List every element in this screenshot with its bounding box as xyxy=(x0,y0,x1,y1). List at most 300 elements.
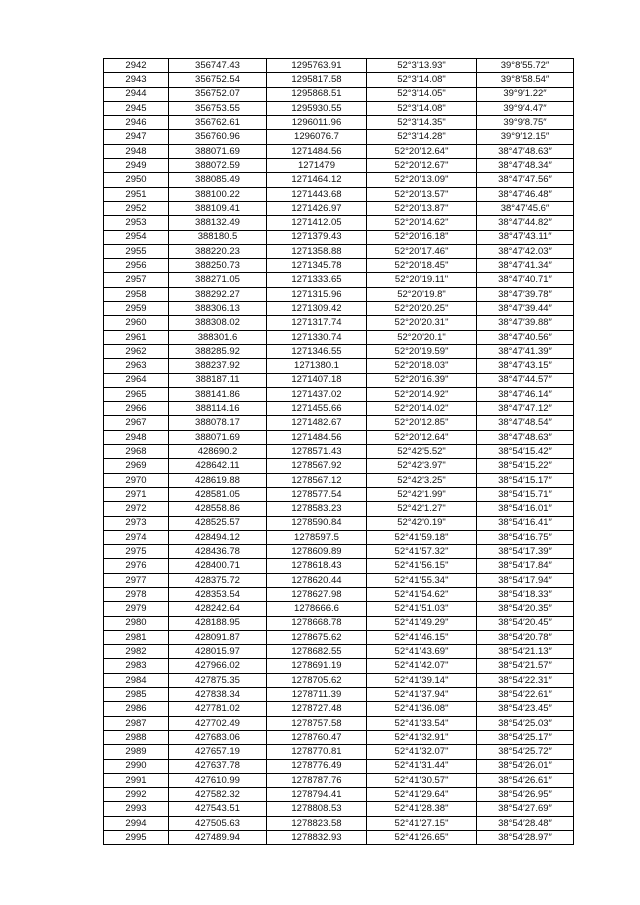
table-cell: 38°54′26.01″ xyxy=(477,759,574,773)
table-cell: 52°20'19.11" xyxy=(367,273,477,287)
table-cell: 388100.22 xyxy=(169,187,267,201)
table-cell: 52°41'29.64" xyxy=(367,788,477,802)
table-cell: 52°3'13.93" xyxy=(367,59,477,73)
table-cell: 38°54′27.69″ xyxy=(477,802,574,816)
coordinates-table-body xyxy=(104,59,574,845)
table-cell: 1271346.55 xyxy=(267,344,367,358)
table-cell: 1278627.98 xyxy=(267,587,367,601)
table-row xyxy=(104,688,574,702)
table-cell: 2967 xyxy=(104,416,169,430)
table-cell: 52°41'39.14" xyxy=(367,673,477,687)
table-cell: 1271484.56 xyxy=(267,144,367,158)
table-cell: 2955 xyxy=(104,244,169,258)
table-cell: 52°42'1.27" xyxy=(367,502,477,516)
table-row xyxy=(104,144,574,158)
table-row xyxy=(104,702,574,716)
table-cell: 2988 xyxy=(104,730,169,744)
table-cell: 2995 xyxy=(104,831,169,845)
table-cell: 39°9′8.75″ xyxy=(477,116,574,130)
table-cell: 2951 xyxy=(104,187,169,201)
table-cell: 2964 xyxy=(104,373,169,387)
table-cell: 39°9′12.15″ xyxy=(477,130,574,144)
table-cell: 427702.49 xyxy=(169,716,267,730)
table-row xyxy=(104,330,574,344)
table-cell: 1271358.88 xyxy=(267,244,367,258)
table-cell: 38°47′47.12″ xyxy=(477,402,574,416)
table-cell: 427543.51 xyxy=(169,802,267,816)
table-cell: 388285.92 xyxy=(169,344,267,358)
table-cell: 38°54′21.13″ xyxy=(477,645,574,659)
table-cell: 1278794.41 xyxy=(267,788,367,802)
table-cell: 356753.55 xyxy=(169,101,267,115)
table-cell: 2959 xyxy=(104,302,169,316)
table-cell: 38°47′48.54″ xyxy=(477,416,574,430)
table-cell: 38°47′44.57″ xyxy=(477,373,574,387)
table-cell: 1278583.23 xyxy=(267,502,367,516)
table-cell: 52°41'33.54" xyxy=(367,716,477,730)
table-cell: 52°41'32.07" xyxy=(367,745,477,759)
table-cell: 38°54′15.17″ xyxy=(477,473,574,487)
table-cell: 52°41'32.91" xyxy=(367,730,477,744)
table-cell: 388187.11 xyxy=(169,373,267,387)
table-cell: 1271379.43 xyxy=(267,230,367,244)
table-cell: 52°20'14.62" xyxy=(367,216,477,230)
table-cell: 38°47′48.63″ xyxy=(477,144,574,158)
table-cell: 39°9′4.47″ xyxy=(477,101,574,115)
table-cell: 52°20'19.8" xyxy=(367,287,477,301)
table-row xyxy=(104,545,574,559)
table-cell: 52°41'31.44" xyxy=(367,759,477,773)
table-cell: 356752.54 xyxy=(169,73,267,87)
table-cell: 427637.78 xyxy=(169,759,267,773)
table-cell: 38°54′25.03″ xyxy=(477,716,574,730)
table-row xyxy=(104,244,574,258)
table-cell: 356747.43 xyxy=(169,59,267,73)
table-cell: 52°41'54.62" xyxy=(367,587,477,601)
table-cell: 388072.59 xyxy=(169,159,267,173)
table-cell: 388180.5 xyxy=(169,230,267,244)
table-cell: 38°54′17.94″ xyxy=(477,573,574,587)
table-cell: 52°20'16.39" xyxy=(367,373,477,387)
table-cell: 1278727.48 xyxy=(267,702,367,716)
table-cell: 2994 xyxy=(104,816,169,830)
table-cell: 38°54′26.95″ xyxy=(477,788,574,802)
table-cell: 1278832.93 xyxy=(267,831,367,845)
table-cell: 2985 xyxy=(104,688,169,702)
table-cell: 1271455.66 xyxy=(267,402,367,416)
table-cell: 52°3'14.35" xyxy=(367,116,477,130)
table-cell: 388071.69 xyxy=(169,144,267,158)
table-cell: 2979 xyxy=(104,602,169,616)
table-cell: 38°54′16.01″ xyxy=(477,502,574,516)
table-cell: 388141.86 xyxy=(169,387,267,401)
table-row xyxy=(104,359,574,373)
table-cell: 38°47′39.78″ xyxy=(477,287,574,301)
table-row xyxy=(104,73,574,87)
table-cell: 388109.41 xyxy=(169,201,267,215)
table-cell: 38°54′28.48″ xyxy=(477,816,574,830)
table-cell: 1278666.6 xyxy=(267,602,367,616)
table-cell: 52°41'43.69" xyxy=(367,645,477,659)
table-row xyxy=(104,373,574,387)
table-row xyxy=(104,201,574,215)
coordinates-table xyxy=(103,58,574,845)
table-cell: 38°54′21.57″ xyxy=(477,659,574,673)
table-cell: 52°20'17.46" xyxy=(367,244,477,258)
table-cell: 428436.78 xyxy=(169,545,267,559)
table-cell: 1296076.7 xyxy=(267,130,367,144)
table-cell: 388132.49 xyxy=(169,216,267,230)
table-cell: 1295763.91 xyxy=(267,59,367,73)
table-cell: 2958 xyxy=(104,287,169,301)
table-row xyxy=(104,187,574,201)
table-cell: 1271407.18 xyxy=(267,373,367,387)
table-cell: 2966 xyxy=(104,402,169,416)
table-cell: 427683.06 xyxy=(169,730,267,744)
table-cell: 1278760.47 xyxy=(267,730,367,744)
table-cell: 1278682.55 xyxy=(267,645,367,659)
table-cell: 52°42'1.99" xyxy=(367,487,477,501)
table-cell: 1278675.62 xyxy=(267,630,367,644)
table-cell: 1278823.58 xyxy=(267,816,367,830)
table-cell: 428400.71 xyxy=(169,559,267,573)
table-cell: 428494.12 xyxy=(169,530,267,544)
table-cell: 52°3'14.05" xyxy=(367,87,477,101)
table-cell: 38°47′43.15″ xyxy=(477,359,574,373)
table-row xyxy=(104,516,574,530)
table-cell: 1271479 xyxy=(267,159,367,173)
table-cell: 427875.35 xyxy=(169,673,267,687)
table-row xyxy=(104,831,574,845)
table-row xyxy=(104,645,574,659)
table-row xyxy=(104,402,574,416)
table-cell: 2946 xyxy=(104,116,169,130)
table-row xyxy=(104,730,574,744)
table-cell: 427582.32 xyxy=(169,788,267,802)
table-cell: 38°54′18.33″ xyxy=(477,587,574,601)
table-cell: 2989 xyxy=(104,745,169,759)
table-cell: 38°54′17.84″ xyxy=(477,559,574,573)
table-cell: 38°47′48.63″ xyxy=(477,430,574,444)
table-cell: 388250.73 xyxy=(169,259,267,273)
table-cell: 2977 xyxy=(104,573,169,587)
table-row xyxy=(104,430,574,444)
table-cell: 2971 xyxy=(104,487,169,501)
table-cell: 428353.54 xyxy=(169,587,267,601)
table-cell: 2991 xyxy=(104,773,169,787)
table-cell: 2982 xyxy=(104,645,169,659)
table-cell: 52°41'27.15" xyxy=(367,816,477,830)
table-cell: 38°54′25.72″ xyxy=(477,745,574,759)
table-row xyxy=(104,673,574,687)
table-cell: 2976 xyxy=(104,559,169,573)
table-cell: 2992 xyxy=(104,788,169,802)
table-cell: 427966.02 xyxy=(169,659,267,673)
table-cell: 38°54′25.17″ xyxy=(477,730,574,744)
table-row xyxy=(104,473,574,487)
table-cell: 52°41'36.08" xyxy=(367,702,477,716)
table-cell: 38°47′43.11″ xyxy=(477,230,574,244)
table-cell: 2978 xyxy=(104,587,169,601)
table-cell: 2957 xyxy=(104,273,169,287)
table-row xyxy=(104,116,574,130)
table-cell: 2984 xyxy=(104,673,169,687)
table-cell: 52°3'14.28" xyxy=(367,130,477,144)
table-cell: 2952 xyxy=(104,201,169,215)
document-page xyxy=(103,58,574,845)
table-row xyxy=(104,630,574,644)
table-cell: 52°20'20.25" xyxy=(367,302,477,316)
table-cell: 38°54′15.71″ xyxy=(477,487,574,501)
table-row xyxy=(104,273,574,287)
table-cell: 52°20'18.45" xyxy=(367,259,477,273)
table-cell: 1278757.58 xyxy=(267,716,367,730)
table-cell: 2963 xyxy=(104,359,169,373)
table-cell: 1278590.84 xyxy=(267,516,367,530)
table-cell: 428242.64 xyxy=(169,602,267,616)
table-cell: 52°20'18.03" xyxy=(367,359,477,373)
table-row xyxy=(104,759,574,773)
table-cell: 52°41'51.03" xyxy=(367,602,477,616)
table-cell: 2993 xyxy=(104,802,169,816)
table-cell: 2948 xyxy=(104,430,169,444)
table-cell: 38°54′16.41″ xyxy=(477,516,574,530)
table-cell: 38°47′45.6″ xyxy=(477,201,574,215)
table-cell: 427489.94 xyxy=(169,831,267,845)
table-cell: 2981 xyxy=(104,630,169,644)
table-row xyxy=(104,416,574,430)
table-cell: 52°42'3.25" xyxy=(367,473,477,487)
table-row xyxy=(104,659,574,673)
table-cell: 38°47′39.44″ xyxy=(477,302,574,316)
table-cell: 52°20'12.85" xyxy=(367,416,477,430)
table-cell: 38°54′16.75″ xyxy=(477,530,574,544)
table-cell: 427610.99 xyxy=(169,773,267,787)
table-cell: 1271482.67 xyxy=(267,416,367,430)
table-cell: 1271315.96 xyxy=(267,287,367,301)
table-cell: 52°41'46.15" xyxy=(367,630,477,644)
table-cell: 1271330.74 xyxy=(267,330,367,344)
table-cell: 2980 xyxy=(104,616,169,630)
table-cell: 388292.27 xyxy=(169,287,267,301)
table-row xyxy=(104,530,574,544)
table-cell: 52°42'3.97" xyxy=(367,459,477,473)
table-cell: 52°20'12.64" xyxy=(367,144,477,158)
table-cell: 2960 xyxy=(104,316,169,330)
table-row xyxy=(104,816,574,830)
table-cell: 2968 xyxy=(104,445,169,459)
table-cell: 2986 xyxy=(104,702,169,716)
table-cell: 2975 xyxy=(104,545,169,559)
table-row xyxy=(104,487,574,501)
table-cell: 52°20'16.18" xyxy=(367,230,477,244)
table-cell: 1271345.78 xyxy=(267,259,367,273)
table-cell: 52°42'5.52" xyxy=(367,445,477,459)
table-cell: 2950 xyxy=(104,173,169,187)
table-cell: 428690.2 xyxy=(169,445,267,459)
table-cell: 52°41'49.29" xyxy=(367,616,477,630)
table-cell: 1278787.76 xyxy=(267,773,367,787)
table-row xyxy=(104,302,574,316)
table-cell: 38°47′41.34″ xyxy=(477,259,574,273)
table-cell: 428642.11 xyxy=(169,459,267,473)
table-row xyxy=(104,573,574,587)
table-row xyxy=(104,587,574,601)
table-cell: 388220.23 xyxy=(169,244,267,258)
table-cell: 1278711.39 xyxy=(267,688,367,702)
table-cell: 38°47′39.88″ xyxy=(477,316,574,330)
table-cell: 38°47′44.82″ xyxy=(477,216,574,230)
table-cell: 388308.02 xyxy=(169,316,267,330)
table-cell: 38°54′22.61″ xyxy=(477,688,574,702)
table-cell: 38°47′40.56″ xyxy=(477,330,574,344)
table-row xyxy=(104,216,574,230)
table-cell: 1278567.92 xyxy=(267,459,367,473)
table-row xyxy=(104,87,574,101)
table-cell: 1278705.62 xyxy=(267,673,367,687)
table-cell: 1278597.5 xyxy=(267,530,367,544)
table-cell: 1271380.1 xyxy=(267,359,367,373)
table-cell: 2943 xyxy=(104,73,169,87)
table-cell: 38°47′47.56″ xyxy=(477,173,574,187)
table-cell: 427781.02 xyxy=(169,702,267,716)
table-cell: 1278668.78 xyxy=(267,616,367,630)
table-cell: 1278571.43 xyxy=(267,445,367,459)
table-cell: 1278776.49 xyxy=(267,759,367,773)
table-cell: 428525.57 xyxy=(169,516,267,530)
table-cell: 1278620.44 xyxy=(267,573,367,587)
table-cell: 388301.6 xyxy=(169,330,267,344)
table-cell: 1278577.54 xyxy=(267,487,367,501)
table-cell: 38°47′48.34″ xyxy=(477,159,574,173)
table-cell: 38°47′46.48″ xyxy=(477,187,574,201)
table-cell: 52°3'14.08" xyxy=(367,101,477,115)
table-cell: 1295868.51 xyxy=(267,87,367,101)
table-cell: 1271426.97 xyxy=(267,201,367,215)
table-cell: 388071.69 xyxy=(169,430,267,444)
table-cell: 427505.63 xyxy=(169,816,267,830)
table-cell: 38°54′23.45″ xyxy=(477,702,574,716)
table-cell: 38°47′41.39″ xyxy=(477,344,574,358)
table-row xyxy=(104,101,574,115)
table-row xyxy=(104,459,574,473)
table-cell: 38°54′20.78″ xyxy=(477,630,574,644)
table-row xyxy=(104,716,574,730)
table-cell: 2949 xyxy=(104,159,169,173)
table-row xyxy=(104,616,574,630)
table-row xyxy=(104,387,574,401)
table-cell: 356760.96 xyxy=(169,130,267,144)
table-cell: 2956 xyxy=(104,259,169,273)
table-cell: 52°3'14.08" xyxy=(367,73,477,87)
table-cell: 388271.05 xyxy=(169,273,267,287)
table-cell: 38°47′40.71″ xyxy=(477,273,574,287)
table-cell: 2983 xyxy=(104,659,169,673)
table-cell: 52°20'19.59" xyxy=(367,344,477,358)
table-cell: 52°20'20.31" xyxy=(367,316,477,330)
table-cell: 2942 xyxy=(104,59,169,73)
table-cell: 2945 xyxy=(104,101,169,115)
table-row xyxy=(104,159,574,173)
table-cell: 38°54′28.97″ xyxy=(477,831,574,845)
table-cell: 52°41'55.34" xyxy=(367,573,477,587)
table-cell: 2962 xyxy=(104,344,169,358)
table-cell: 38°54′15.42″ xyxy=(477,445,574,459)
table-cell: 1278618.43 xyxy=(267,559,367,573)
table-cell: 52°20'14.02" xyxy=(367,402,477,416)
table-cell: 2944 xyxy=(104,87,169,101)
table-cell: 1295930.55 xyxy=(267,101,367,115)
table-cell: 52°41'30.57" xyxy=(367,773,477,787)
table-cell: 52°20'12.67" xyxy=(367,159,477,173)
table-cell: 2961 xyxy=(104,330,169,344)
table-cell: 356752.07 xyxy=(169,87,267,101)
table-cell: 38°54′17.39″ xyxy=(477,545,574,559)
table-cell: 388085.49 xyxy=(169,173,267,187)
table-row xyxy=(104,316,574,330)
table-row xyxy=(104,802,574,816)
table-row xyxy=(104,745,574,759)
table-cell: 1296011.96 xyxy=(267,116,367,130)
table-cell: 388114.16 xyxy=(169,402,267,416)
table-row xyxy=(104,59,574,73)
table-cell: 1278808.53 xyxy=(267,802,367,816)
table-cell: 1271412.05 xyxy=(267,216,367,230)
table-cell: 428375.72 xyxy=(169,573,267,587)
table-cell: 52°41'37.94" xyxy=(367,688,477,702)
table-cell: 1278567.12 xyxy=(267,473,367,487)
table-cell: 2948 xyxy=(104,144,169,158)
table-row xyxy=(104,559,574,573)
table-cell: 52°20'13.87" xyxy=(367,201,477,215)
table-cell: 38°54′22.31″ xyxy=(477,673,574,687)
table-cell: 52°20'12.64" xyxy=(367,430,477,444)
table-cell: 52°41'57.32" xyxy=(367,545,477,559)
table-cell: 38°47′42.03″ xyxy=(477,244,574,258)
table-cell: 428581.05 xyxy=(169,487,267,501)
table-row xyxy=(104,230,574,244)
table-cell: 1271443.68 xyxy=(267,187,367,201)
table-cell: 2953 xyxy=(104,216,169,230)
table-cell: 1278691.19 xyxy=(267,659,367,673)
table-cell: 52°41'56.15" xyxy=(367,559,477,573)
table-cell: 1271464.12 xyxy=(267,173,367,187)
table-cell: 1295817.58 xyxy=(267,73,367,87)
table-cell: 2970 xyxy=(104,473,169,487)
table-cell: 428015.97 xyxy=(169,645,267,659)
table-cell: 39°9′1.22″ xyxy=(477,87,574,101)
table-cell: 52°20'13.57" xyxy=(367,187,477,201)
table-cell: 1271333.65 xyxy=(267,273,367,287)
table-cell: 388237.92 xyxy=(169,359,267,373)
table-row xyxy=(104,788,574,802)
table-cell: 52°41'28.38" xyxy=(367,802,477,816)
table-row xyxy=(104,344,574,358)
table-cell: 1278770.81 xyxy=(267,745,367,759)
table-cell: 388306.13 xyxy=(169,302,267,316)
table-cell: 52°20'13.09" xyxy=(367,173,477,187)
table-cell: 388078.17 xyxy=(169,416,267,430)
table-cell: 2990 xyxy=(104,759,169,773)
table-cell: 38°47′46.14″ xyxy=(477,387,574,401)
table-row xyxy=(104,287,574,301)
table-cell: 428091.87 xyxy=(169,630,267,644)
table-row xyxy=(104,602,574,616)
table-cell: 39°8′58.54″ xyxy=(477,73,574,87)
table-cell: 1271484.56 xyxy=(267,430,367,444)
table-cell: 2973 xyxy=(104,516,169,530)
table-cell: 52°20'14.92" xyxy=(367,387,477,401)
